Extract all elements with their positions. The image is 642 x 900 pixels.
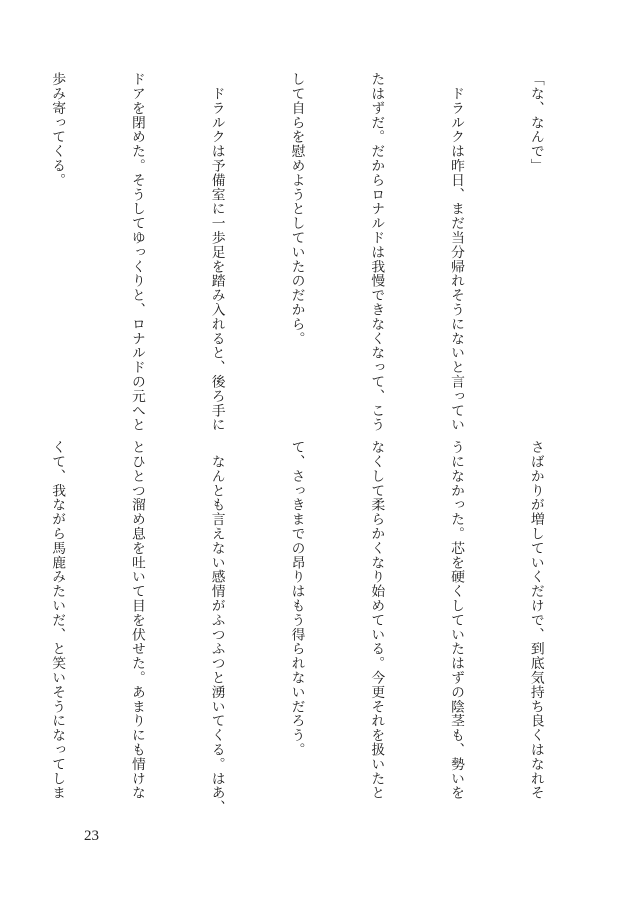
text-line: して自らを慰めようとしていたのだから。 [288,72,305,346]
text-line: さばかりが増していくだけで、到底気持ち良くはなれそ [527,440,544,800]
text-line: ドラルクは昨日、まだ当分帰れそうにないと言ってい [448,72,465,432]
text-line: ドアを閉めた。そうしてゆっくりと、ロナルドの元へと [128,72,145,432]
text-line: たはずだ。だからロナルドは我慢できなくなって、こう [368,72,385,432]
text-line: くて、我ながら馬鹿みたいだ、と笑いそうになってしま [49,440,66,800]
text-block-lower [49,440,602,825]
text-block-upper [49,72,602,457]
text-line: なくして柔らかくなり始めている。今更それを扱いたと [368,440,385,800]
text-line: 「な、なんで」 [527,72,544,173]
page-number: 23 [84,828,99,844]
text-line: とひとつ溜め息を吐いて目を伏せた。あまりにも情けな [128,440,145,800]
text-line: て、さっきまでの昂りはもう得られないだろう。 [288,440,305,757]
text-line: ドラルクは予備室に一歩足を踏み入れると、後ろ手に [208,72,225,432]
text-line: 歩み寄ってくる。 [49,72,66,188]
text-line: なんとも言えない感情がふつふつと湧いてくる。はあ、 [208,440,225,815]
text-line: うになかった。芯を硬くしていたはずの陰茎も、勢いを [448,440,465,800]
